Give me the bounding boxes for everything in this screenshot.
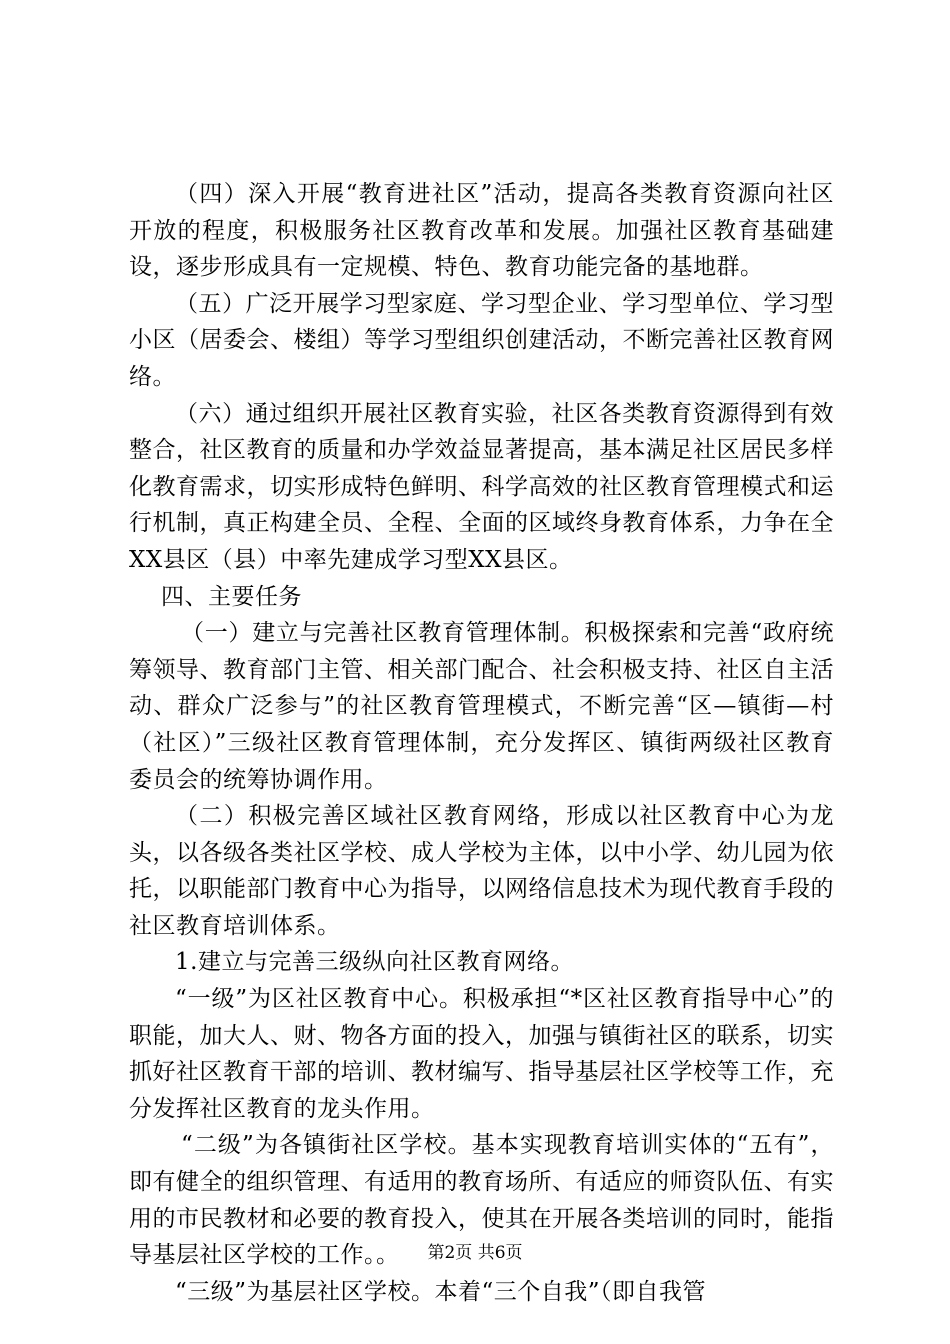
paragraph-5: （五）广泛开展学习型家庭、学习型企业、学习型单位、学习型小区（居委会、楼组）等学习型组织创建活动，不断完善社区教育网络。 (129, 290, 834, 390)
paragraph-task-1: （一）建立与完善社区教育管理体制。积极探索和完善“政府统筹领导、教育部门主管、相关部门配合、社会积极支持、社区自主活动、群众广泛参与”的社区教育管理模式，不断完善“区—镇街—村（社区）”三级社区教育管理体制，充分发挥区、镇街两级社区教育委员会的统筹协调作用。 (129, 620, 834, 793)
subheading-1: 1.建立与完善三级纵向社区教育网络。 (175, 949, 574, 976)
page-footer: 第2页 共6页 (427, 1243, 523, 1263)
paragraph-level-2: “二级”为各镇街社区学校。基本实现教育培训实体的“五有”，即有健全的组织管理、有适用的教育场所、有适应的师资队伍、有实用的市民教材和必要的教育投入，使其在开展各类培训的同时，能指导基层社区学校的工作。。 (129, 1132, 834, 1269)
paragraph-level-3: “三级”为基层社区学校。本着“三个自我”（即自我管 (175, 1278, 707, 1305)
paragraph-6: （六）通过组织开展社区教育实验，社区各类教育资源得到有效整合，社区教育的质量和办学效益显著提高，基本满足社区居民多样化教育需求，切实形成特色鲜明、科学高效的社区教育管理模式和运行机制，真正构建全员、全程、全面的区域终身教育体系，力争在全XX县区（县）中率先建成学习型XX县区。 (129, 400, 834, 573)
paragraph-task-2: （二）积极完善区域社区教育网络，形成以社区教育中心为龙头，以各级各类社区学校、成人学校为主体，以中小学、幼儿园为依托，以职能部门教育中心为指导，以网络信息技术为现代教育手段的社区教育培训体系。 (129, 803, 834, 939)
document-body (129, 176, 834, 1310)
section-heading-main-tasks: 四、主要任务 (161, 583, 302, 610)
paragraph-level-1: “一级”为区社区教育中心。积极承担“*区社区教育指导中心”的职能，加大人、财、物各方面的投入，加强与镇街社区的联系，切实抓好社区教育干部的培训、教材编写、指导基层社区学校等工作，充分发挥社区教育的龙头作用。 (129, 986, 834, 1122)
paragraph-4: （四）深入开展“教育进社区”活动，提高各类教育资源向社区开放的程度，积极服务社区教育改革和发展。加强社区教育基础建设，逐步形成具有一定规模、特色、教育功能完备的基地群。 (129, 181, 834, 281)
